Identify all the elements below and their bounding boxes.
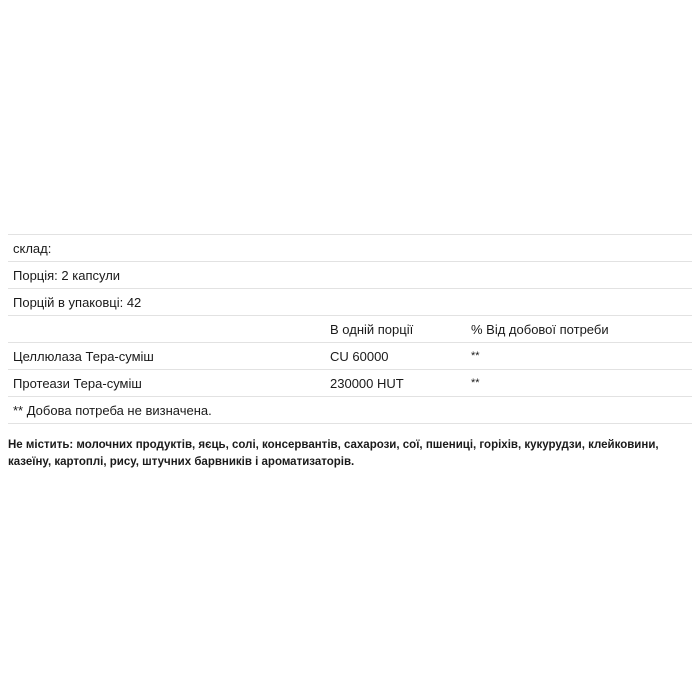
- ingredient-name: Протеази Тера-суміш: [8, 370, 325, 397]
- column-header-blank: [8, 316, 325, 343]
- ingredient-amount: CU 60000: [325, 343, 466, 370]
- column-header-row: [8, 316, 692, 343]
- allergen-notice-text: молочних продуктів, яєць, солі, консервантів, сахарози, сої, пшениці, горіхів, кукурудзи, клейковини, казеїну, картоплі, рису, штучних барвників і ароматизаторів.: [8, 439, 659, 468]
- supplement-facts-panel: [8, 234, 692, 471]
- supplement-facts-table: [8, 234, 692, 424]
- column-header-daily-value: % Від добової потреби: [466, 316, 692, 343]
- ingredient-daily-value: **: [466, 370, 692, 397]
- table-row: [8, 370, 692, 397]
- header-row: [8, 235, 692, 262]
- servings-per-container: Порцій в упаковці: 42: [8, 289, 692, 316]
- ingredient-amount: 230000 HUT: [325, 370, 466, 397]
- serving-size-row: [8, 262, 692, 289]
- column-header-amount: В одній порції: [325, 316, 466, 343]
- table-row: [8, 343, 692, 370]
- allergen-notice-label: Не містить:: [8, 439, 74, 451]
- daily-value-footnote: ** Добова потреба не визначена.: [8, 397, 692, 424]
- footnote-row: [8, 397, 692, 424]
- ingredient-name: Целлюлаза Тера-суміш: [8, 343, 325, 370]
- servings-per-container-row: [8, 289, 692, 316]
- composition-header: склад:: [8, 235, 692, 262]
- serving-size: Порція: 2 капсули: [8, 262, 692, 289]
- ingredient-daily-value: **: [466, 343, 692, 370]
- allergen-notice: [8, 437, 692, 471]
